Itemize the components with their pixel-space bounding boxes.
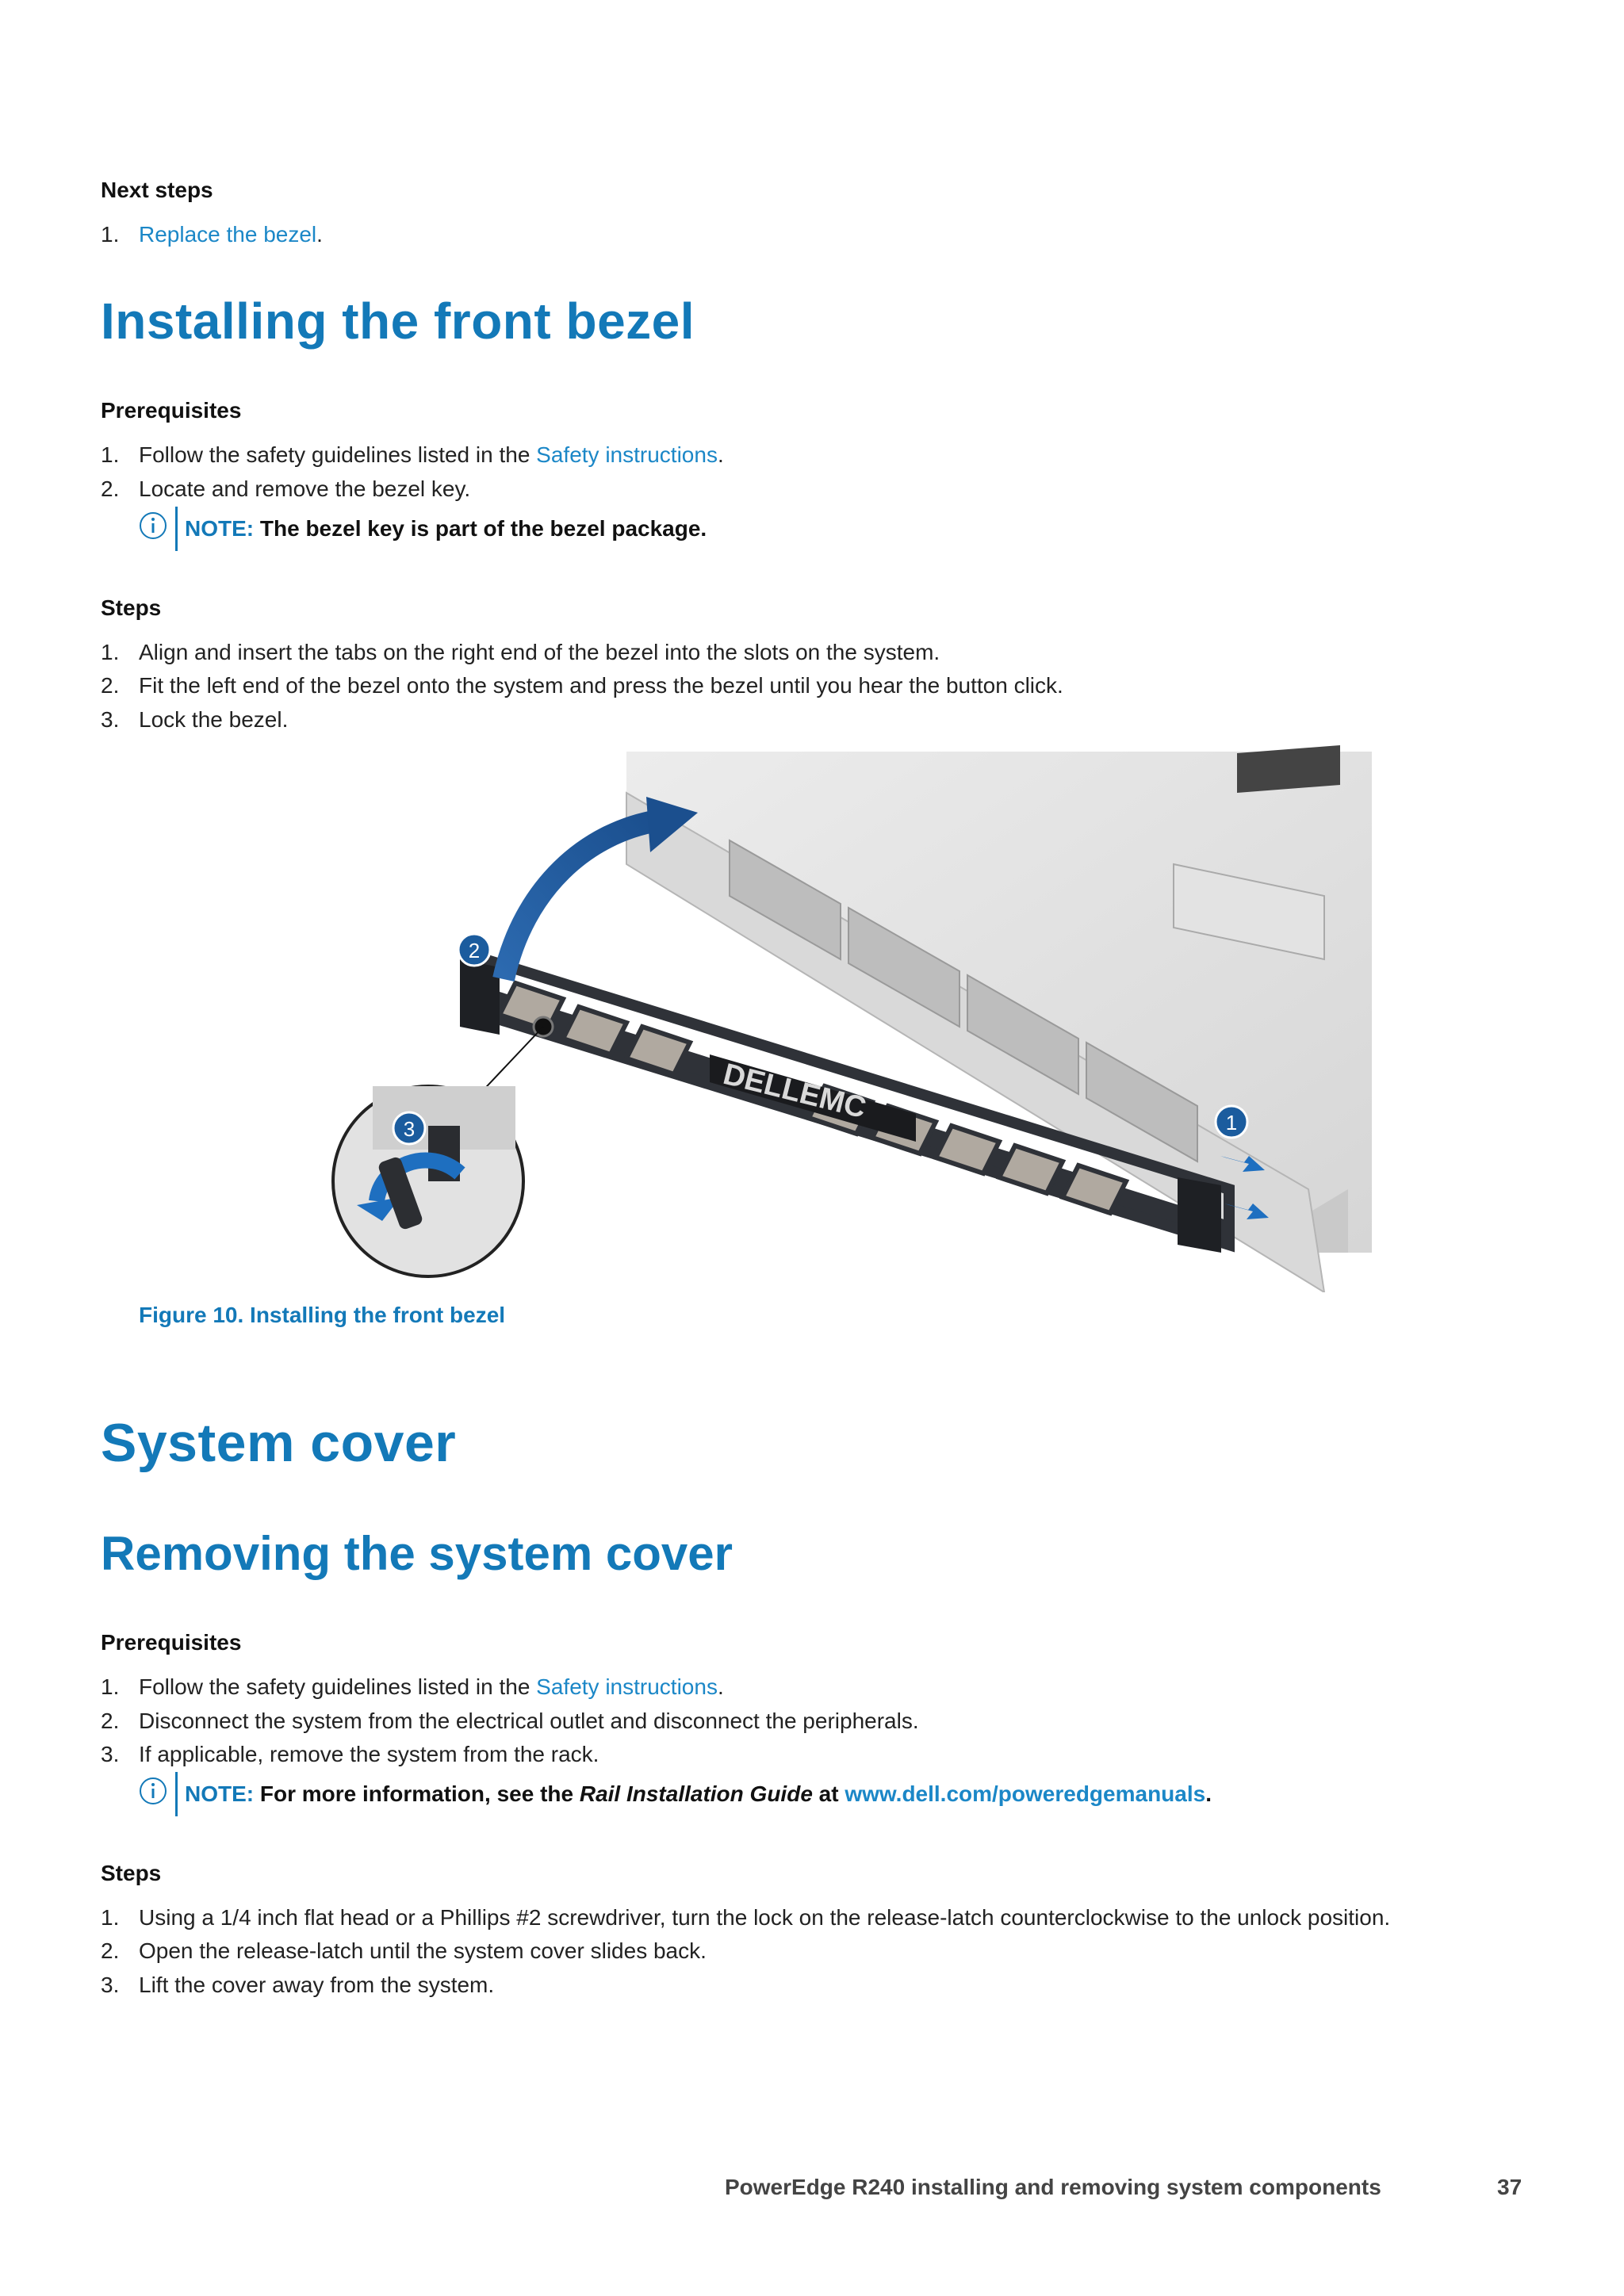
list-item: 1. Align and insert the tabs on the right end of the bezel into the slots on the system. — [101, 640, 940, 664]
bezel-right-end — [1178, 1177, 1221, 1253]
replace-bezel-link[interactable]: Replace the bezel — [139, 222, 317, 247]
note-divider — [175, 507, 178, 551]
footer-title: PowerEdge R240 installing and removing system components — [725, 2175, 1381, 2199]
note-divider — [175, 1772, 178, 1816]
prerequisites-heading: Prerequisites — [101, 1630, 242, 1655]
list-item: 2. Fit the left end of the bezel onto the system and press the bezel until you hear the button click. — [101, 673, 1063, 698]
list-item: 3. Lock the bezel. — [101, 707, 289, 732]
list-number: 1. — [101, 222, 120, 247]
svg-text:3: 3 — [403, 1117, 416, 1141]
dell-emc-logo: DELLEMC — [719, 1057, 870, 1126]
info-icon — [139, 1777, 167, 1805]
info-icon — [139, 511, 167, 540]
list-item: 3. Lift the cover away from the system. — [101, 1973, 495, 1997]
list-item: 1. Follow the safety guidelines listed in the Safety instructions. — [101, 442, 724, 467]
callout-2 — [458, 934, 490, 966]
prerequisites-heading: Prerequisites — [101, 398, 242, 423]
bezel-install-illustration — [174, 745, 1380, 1292]
callout-3 — [393, 1112, 425, 1144]
list-item: 2. Disconnect the system from the electrical outlet and disconnect the peripherals. — [101, 1709, 919, 1733]
list-item: 1. Follow the safety guidelines listed in the Safety instructions. — [101, 1674, 724, 1699]
rail-guide-title: Rail Installation Guide — [579, 1781, 813, 1806]
steps-heading: Steps — [101, 1861, 162, 1885]
svg-text:1: 1 — [1225, 1111, 1238, 1135]
poweredge-manuals-link[interactable]: www.dell.com/poweredgemanuals — [845, 1781, 1206, 1806]
svg-text:2: 2 — [468, 939, 481, 962]
list-item: 3. If applicable, remove the system from the rack. — [101, 1742, 599, 1766]
list-item: 1. Replace the bezel. — [101, 222, 323, 247]
list-item: 2. Locate and remove the bezel key. — [101, 476, 471, 501]
section-title-system-cover: System cover — [101, 1413, 457, 1473]
note-bezel-key: NOTE: The bezel key is part of the bezel package. — [139, 516, 1408, 548]
safety-instructions-link[interactable]: Safety instructions — [536, 442, 718, 467]
callout-1 — [1216, 1106, 1247, 1138]
subsection-title-removing-cover: Removing the system cover — [101, 1527, 733, 1580]
note-rail-installation: NOTE: For more information, see the Rail Installation Guide at www.dell.com/poweredgemanuals. — [139, 1781, 1487, 1813]
safety-instructions-link[interactable]: Safety instructions — [536, 1674, 718, 1699]
section-title-installing-front-bezel: Installing the front bezel — [101, 293, 695, 350]
page-number: 37 — [1497, 2175, 1522, 2199]
bezel-left-end — [460, 959, 500, 1035]
steps-heading: Steps — [101, 595, 162, 620]
list-item: 1. Using a 1/4 inch flat head or a Phillips #2 screwdriver, turn the lock on the release-latch counterclockwise to the unlock position. — [101, 1905, 1391, 1930]
next-steps-heading: Next steps — [101, 178, 213, 202]
list-item: 2. Open the release-latch until the system cover slides back. — [101, 1938, 707, 1963]
figure-caption: Figure 10. Installing the front bezel — [139, 1303, 506, 1327]
